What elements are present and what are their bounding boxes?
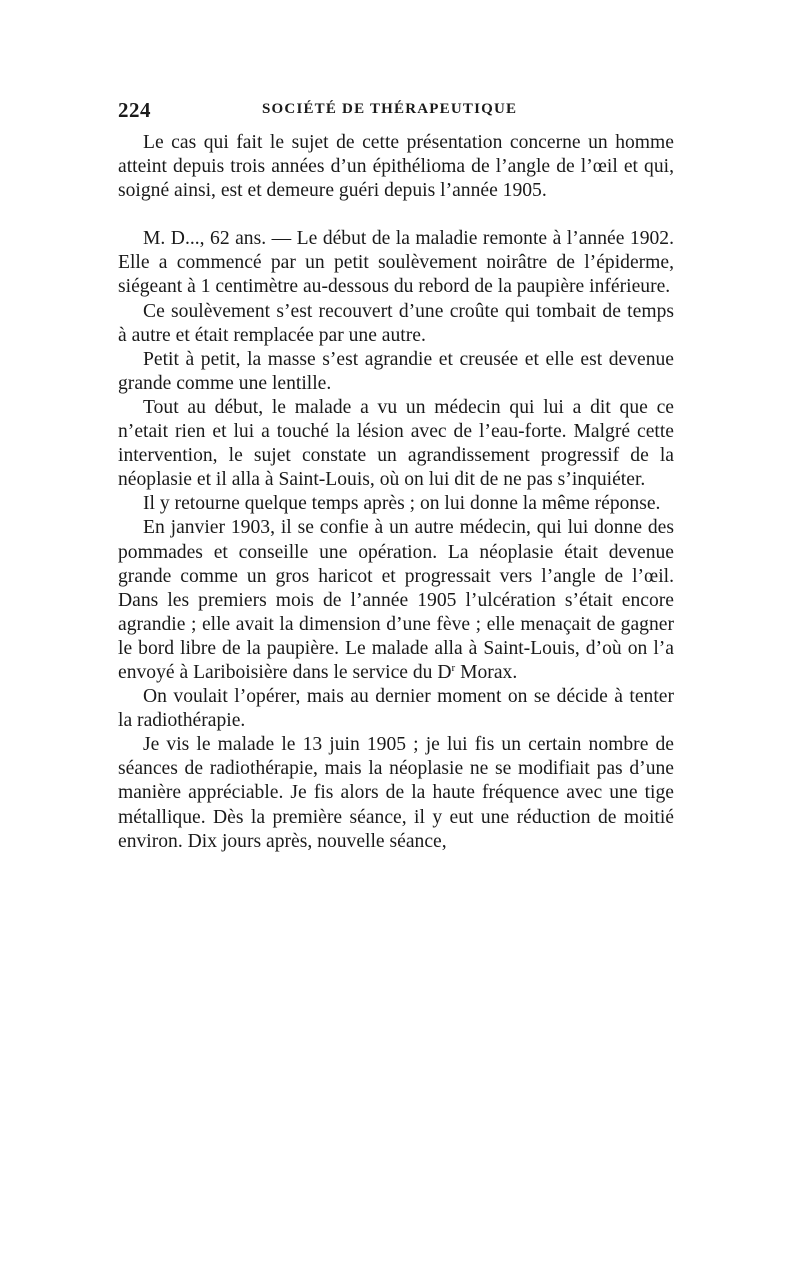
doctor-abbrev-superscript: r: [451, 661, 456, 674]
paragraph-case-onset: M. D..., 62 ans. — Le début de la maladie remonte à l’année 1902. Elle a commencé par un petit soulèvement noirâtre de l’épiderme, siégeant à 1 centimètre au-dessous du rebord de la paupière inférieure.: [118, 228, 674, 298]
paragraph-january-1903: [118, 516, 674, 685]
paragraph-radiotherapy-decision: On voulait l’opérer, mais au dernier moment on se décide à tenter la radiothérapie.: [118, 686, 674, 732]
doctor-name: Morax.: [455, 661, 518, 683]
paragraph-first-doctor: Tout au début, le malade a vu un médecin qui lui a dit que ce n’etait rien et lui a touché la lésion avec de l’eau-forte. Malgré cette intervention, le sujet constate un agrandissement progressif de la néoplasie et il alla à Saint-Louis, où on lui dit de ne pas s’inquiéter.: [118, 396, 674, 491]
running-head: [118, 98, 674, 124]
paragraph-crust: Ce soulèvement s’est recouvert d’une croûte qui tombait de temps à autre et était remplacée par une autre.: [118, 300, 674, 346]
page-number: 224: [118, 98, 151, 122]
paragraph-return: Il y retourne quelque temps après ; on lui donne la même réponse.: [143, 493, 661, 515]
body-text: [118, 131, 674, 854]
paragraph-january-1903-text: En janvier 1903, il se confie à un autre médecin, qui lui donne des pommades et conseille une opération. La néoplasie était devenue grande comme un gros haricot et progressait vers l’angle de l’œil. Dans les premiers mois de l’année 1905 l’ulcération s’était encore agrandie ; elle avait la dimension d’une fève ; elle menaçait de gagner le bord libre de la paupière. Le malade alla à Saint-Louis, d’où on l’a envoyé à Lariboisière dans le service du D: [118, 517, 674, 683]
paragraph-treatment: Je vis le malade le 13 juin 1905 ; je lui fis un certain nombre de séances de radiothérapie, mais la néoplasie ne se modifiait pas d’une manière appréciable. Je fis alors de la haute fréquence avec une tige métallique. Dès la première séance, il y eut une réduction de moitié environ. Dix jours après, nouvelle séance,: [118, 734, 674, 852]
paragraph-intro: Le cas qui fait le sujet de cette présentation concerne un homme atteint depuis trois années d’un épithélioma de l’angle de l’œil et qui, soigné ainsi, est et demeure guéri depuis l’année 1905.: [118, 132, 674, 202]
paragraph-growth: Petit à petit, la masse s’est agrandie et creusée et elle est devenue grande comme une lentille.: [118, 348, 674, 394]
running-title: SOCIÉTÉ DE THÉRAPEUTIQUE: [262, 101, 518, 117]
